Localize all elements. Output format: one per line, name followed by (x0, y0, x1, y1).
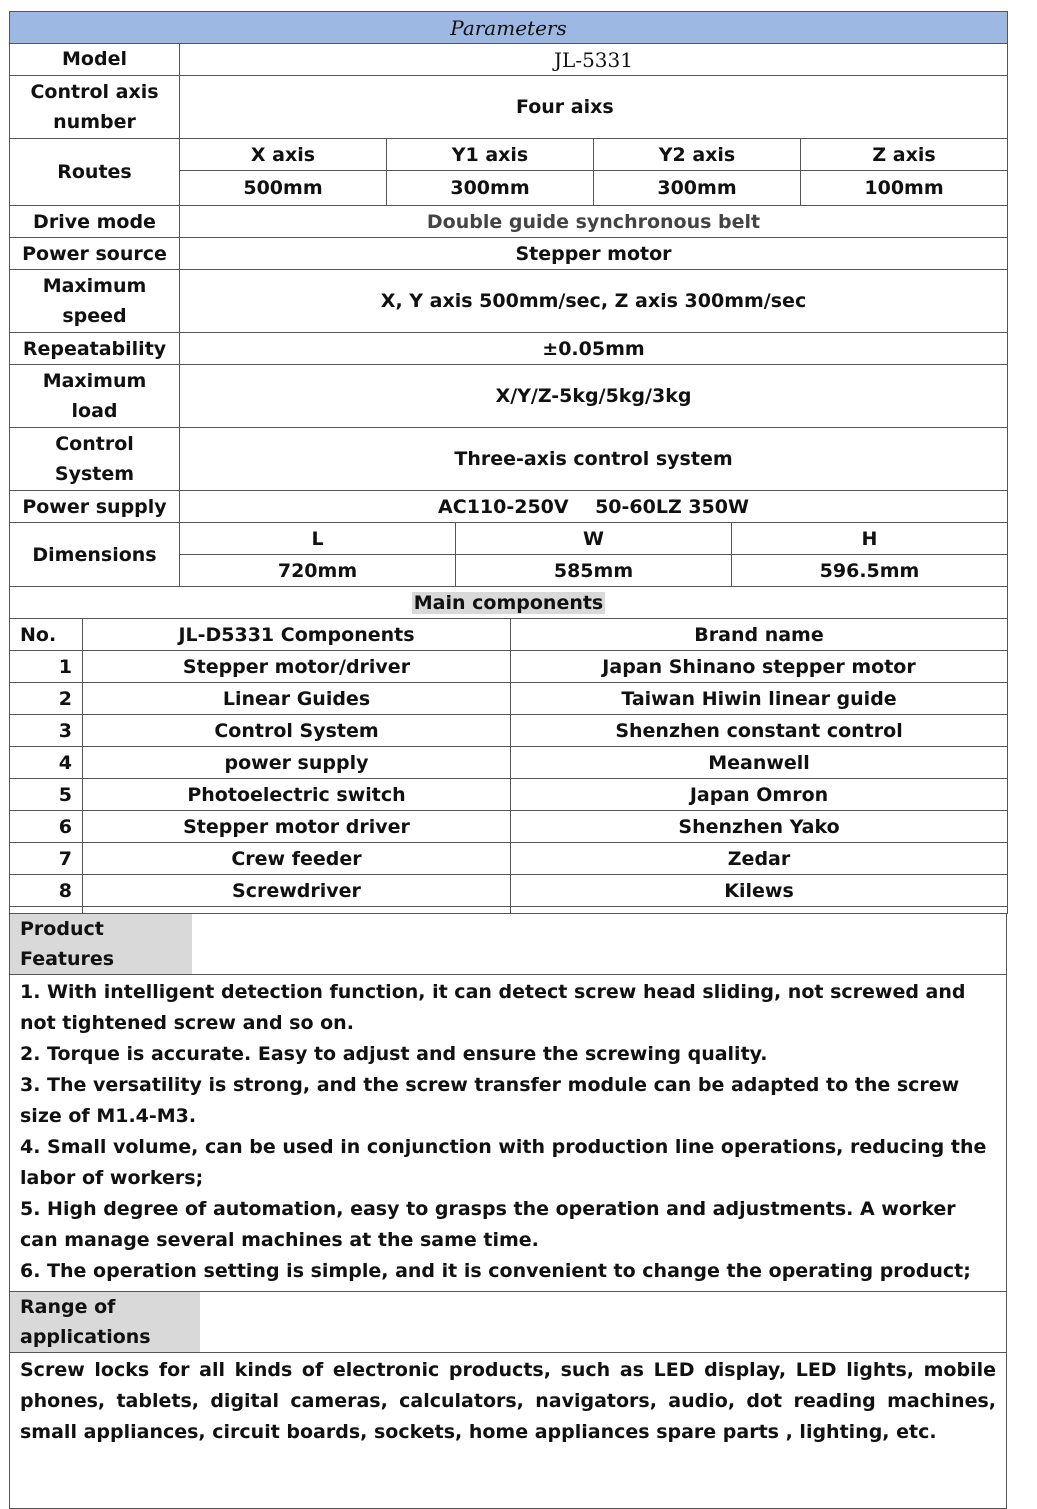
routes-axis-z: Z axis (801, 139, 1008, 171)
table-row (10, 843, 1008, 875)
feature-item: 3. The versatility is strong, and the screw transfer module can be adapted to the screw size of M1.4-M3. (20, 1074, 960, 1127)
components-table (9, 586, 1008, 914)
applications-text: Screw locks for all kinds of electronic products, such as LED display, LED lights, mobile phones, tablets, digital cameras, calculators, navigators, audio, dot reading machines, small appliances, circuit boards, sockets, home appliances spare parts , lighting, etc. (10, 1353, 1007, 1509)
dimensions-key-w: W (456, 523, 732, 555)
row-no: 3 (10, 715, 83, 747)
row-component: Crew feeder (83, 843, 511, 875)
row-brand: Zedar (511, 843, 1008, 875)
table-row (10, 683, 1008, 715)
max-load-value: X/Y/Z-5kg/5kg/3kg (180, 365, 1008, 428)
control-system-label: Control System (10, 428, 180, 491)
power-supply-label: Power supply (10, 491, 180, 523)
routes-value-y2: 300mm (594, 171, 801, 206)
features-list (10, 975, 1007, 1292)
routes-axis-y2: Y2 axis (594, 139, 801, 171)
routes-axis-x: X axis (180, 139, 387, 171)
row-component: Control System (83, 715, 511, 747)
row-no: 2 (10, 683, 83, 715)
row-no: 5 (10, 779, 83, 811)
dimensions-key-h: H (732, 523, 1008, 555)
model-value: JL-5331 (180, 44, 1008, 76)
drive-mode-label: Drive mode (10, 206, 180, 238)
dimensions-value-l: 720mm (180, 555, 456, 587)
row-brand: Kilews (511, 875, 1008, 907)
row-component: Photoelectric switch (83, 779, 511, 811)
row-no: 6 (10, 811, 83, 843)
row-brand: Taiwan Hiwin linear guide (511, 683, 1008, 715)
table-row (10, 715, 1008, 747)
row-no: 7 (10, 843, 83, 875)
row-brand: Japan Shinano stepper motor (511, 651, 1008, 683)
row-brand: Shenzhen Yako (511, 811, 1008, 843)
dimensions-value-w: 585mm (456, 555, 732, 587)
row-no: 4 (10, 747, 83, 779)
row-component: Stepper motor/driver (83, 651, 511, 683)
row-component: power supply (83, 747, 511, 779)
repeatability-value: ±0.05mm (180, 333, 1008, 365)
control-axis-value: Four aixs (180, 76, 1008, 139)
components-title: Main components (413, 591, 604, 614)
features-title-cell (10, 914, 1007, 975)
row-brand: Shenzhen constant control (511, 715, 1008, 747)
row-brand: Meanwell (511, 747, 1008, 779)
col-header-brand: Brand name (511, 619, 1008, 651)
routes-value-x: 500mm (180, 171, 387, 206)
spec-sheet (9, 11, 1007, 1509)
dimensions-value-h: 596.5mm (732, 555, 1008, 587)
applications-title: Range of applications (10, 1292, 200, 1352)
features-title: Product Features (10, 914, 192, 974)
power-source-label: Power source (10, 238, 180, 270)
row-brand: Japan Omron (511, 779, 1008, 811)
power-supply-value: AC110-250V 50-60LZ 350W (180, 491, 1008, 523)
routes-axis-y1: Y1 axis (387, 139, 594, 171)
table-row (10, 651, 1008, 683)
routes-value-y1: 300mm (387, 171, 594, 206)
features-table (9, 913, 1007, 1509)
feature-item: 6. The operation setting is simple, and it is convenient to change the operating product; (20, 1260, 971, 1282)
feature-item: 4. Small volume, can be used in conjunction with production line operations, reducing the labor of workers; (20, 1136, 987, 1189)
table-row (10, 811, 1008, 843)
row-no: 1 (10, 651, 83, 683)
col-header-no: No. (10, 619, 83, 651)
model-label: Model (10, 44, 180, 76)
max-speed-value: X, Y axis 500mm/sec, Z axis 300mm/sec (180, 270, 1008, 333)
row-component: Stepper motor driver (83, 811, 511, 843)
parameters-header: Parameters (10, 12, 1008, 44)
repeatability-label: Repeatability (10, 333, 180, 365)
table-row (10, 747, 1008, 779)
feature-item: 1. With intelligent detection function, it can detect screw head sliding, not screwed and not tightened screw and so on. (20, 981, 966, 1034)
applications-title-cell (10, 1292, 1007, 1353)
parameters-table (9, 11, 1008, 587)
control-system-value: Three-axis control system (180, 428, 1008, 491)
dimensions-label: Dimensions (10, 523, 180, 587)
max-speed-label: Maximum speed (10, 270, 180, 333)
control-axis-label: Control axis number (10, 76, 180, 139)
table-row (10, 875, 1008, 907)
col-header-component: JL-D5331 Components (83, 619, 511, 651)
table-row (10, 779, 1008, 811)
max-load-label: Maximum load (10, 365, 180, 428)
routes-value-z: 100mm (801, 171, 1008, 206)
row-component: Linear Guides (83, 683, 511, 715)
power-source-value: Stepper motor (180, 238, 1008, 270)
components-title-cell (10, 587, 1008, 619)
row-no: 8 (10, 875, 83, 907)
feature-item: 5. High degree of automation, easy to grasps the operation and adjustments. A worker can manage several machines at the same time. (20, 1198, 956, 1251)
routes-label: Routes (10, 139, 180, 206)
drive-mode-value: Double guide synchronous belt (180, 206, 1008, 238)
feature-item: 2. Torque is accurate. Easy to adjust and ensure the screwing quality. (20, 1043, 768, 1065)
row-component: Screwdriver (83, 875, 511, 907)
dimensions-key-l: L (180, 523, 456, 555)
